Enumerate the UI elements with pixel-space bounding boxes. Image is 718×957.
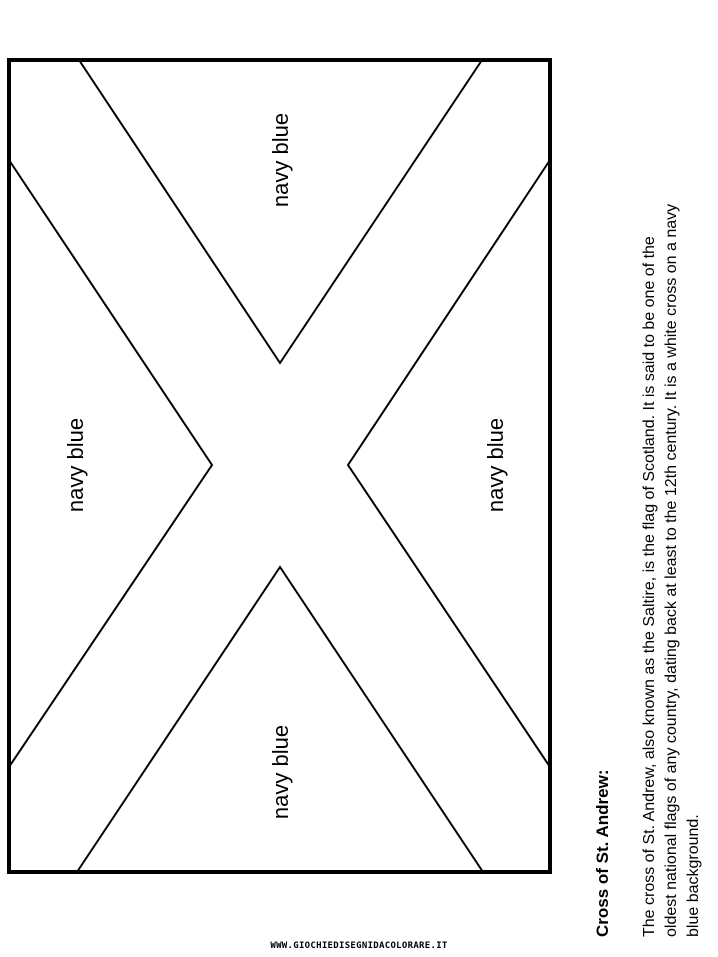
footer-url: WWW.GIOCHIEDISEGNIDACOLORARE.IT — [270, 941, 448, 951]
caption-line-1: The cross of St. Andrew, also known as the Saltire, is the flag of Scotland. It is said to be one of the — [641, 236, 658, 937]
top-triangle-outline — [79, 60, 482, 363]
region-label-left: navy blue — [62, 417, 88, 513]
left-triangle-outline — [9, 160, 212, 767]
caption-line-3: blue background. — [685, 814, 702, 937]
region-label-bottom: navy blue — [267, 724, 293, 820]
region-label-top: navy blue — [267, 112, 293, 208]
caption-line-2: oldest national flags of any country, dating back at least to the 12th century. It is a white cross on a navy — [663, 203, 680, 937]
caption-heading: Cross of St. Andrew: — [593, 769, 612, 937]
region-label-right: navy blue — [482, 417, 508, 513]
caption-block — [593, 204, 702, 937]
right-triangle-outline — [348, 160, 550, 767]
bottom-triangle-outline — [77, 567, 483, 872]
